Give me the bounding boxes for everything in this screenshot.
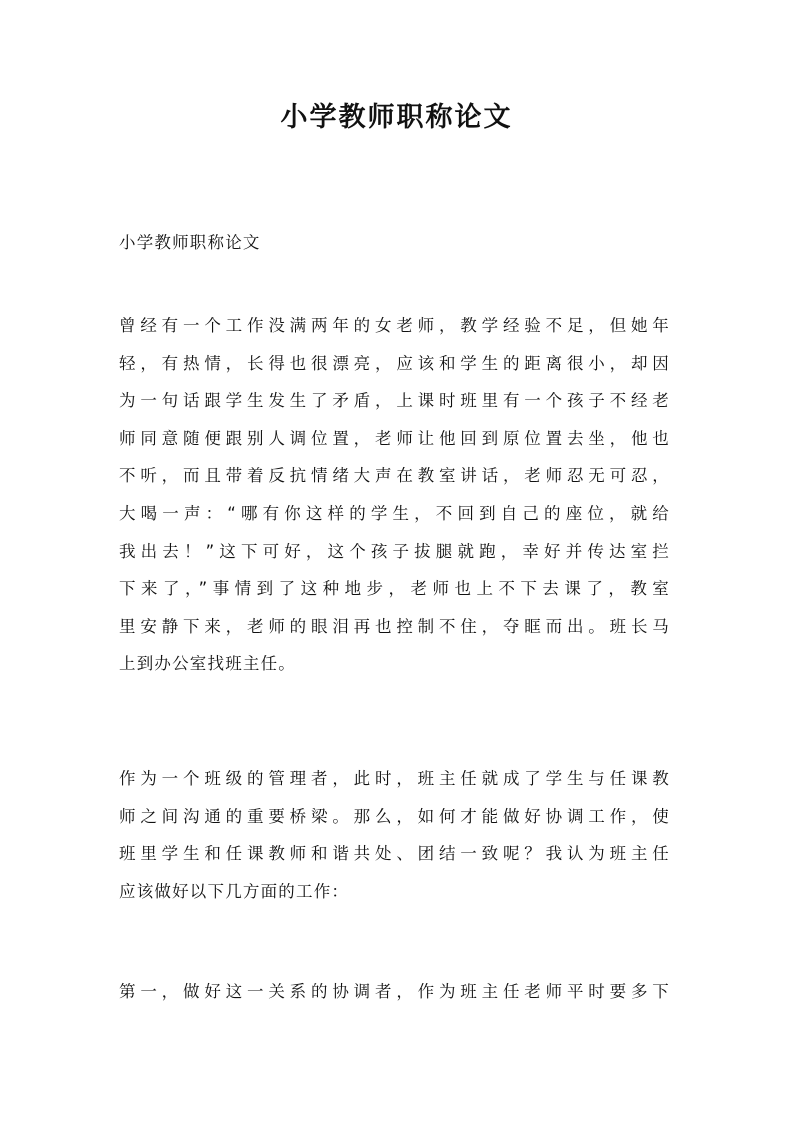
document-title: 小学教师职称论文	[280, 102, 513, 133]
paragraph-1	[119, 307, 670, 683]
paragraph-line: 里安静下来，老师的眼泪再也控制不住，夺眶而出。班长马	[119, 616, 670, 636]
paragraph-line: 大喝一声：“哪有你这样的学生，不回到自己的座位，就给	[119, 503, 670, 523]
paragraph-line: 应该做好以下几方面的工作：	[119, 881, 350, 901]
paragraph-line: 轻，有热情，长得也很漂亮，应该和学生的距离很小，却因	[119, 353, 670, 373]
paragraph-line: 师同意随便跟别人调位置，老师让他回到原位置去坐，他也	[119, 428, 670, 448]
paragraph-line: 作为一个班级的管理者，此时，班主任就成了学生与任课教	[119, 769, 670, 788]
document-subheading: 小学教师职称论文	[119, 233, 261, 252]
paragraph-line: 我出去！”这下可好，这个孩子拔腿就跑，幸好并传达室拦	[119, 541, 670, 561]
paragraph-line: 下来了，”事情到了这种地步，老师也上不下去课了，教室	[119, 579, 670, 599]
paragraph-line: 上到办公室找班主任。	[119, 654, 296, 674]
paragraph-line: 第一，做好这一关系的协调者，作为班主任老师平时要多下	[119, 982, 670, 1001]
paragraph-line: 不听，而且带着反抗情绪大声在教室讲话，老师忍无可忍，	[119, 466, 670, 486]
paragraph-3	[119, 973, 670, 1011]
paragraph-line: 曾经有一个工作没满两年的女老师，教学经验不足，但她年	[119, 316, 670, 335]
paragraph-line: 为一句话跟学生发生了矛盾，上课时班里有一个孩子不经老	[119, 391, 670, 411]
paragraph-line: 师之间沟通的重要桥梁。那么，如何才能做好协调工作，使	[119, 806, 670, 826]
paragraph-line: 班里学生和任课教师和谐共处、团结一致呢？我认为班主任	[119, 844, 670, 864]
paragraph-2	[119, 760, 670, 910]
